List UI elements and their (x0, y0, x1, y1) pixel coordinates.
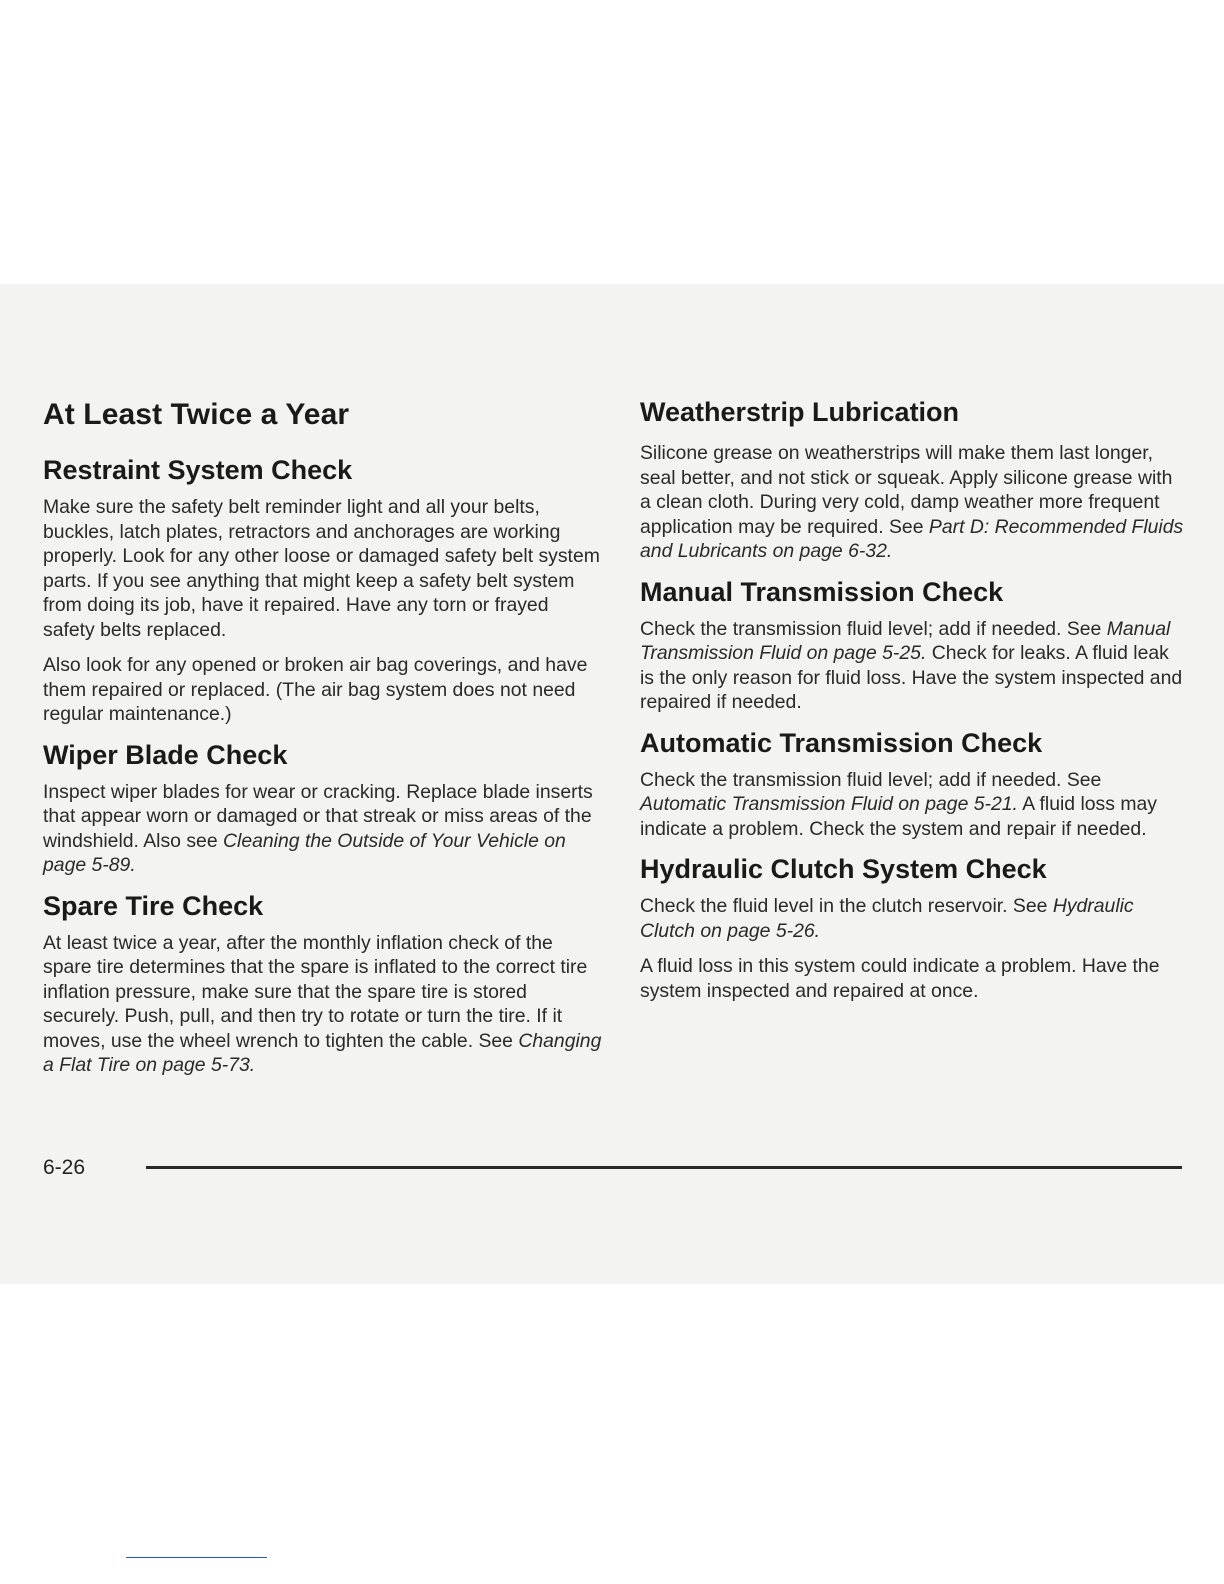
paragraph: At least twice a year, after the monthly inflation check of the spare tire determines that the spare is inflated to the correct tire inflation pressure, make sure that the spare tire is stored securely. Push, pull, and then try to rotate or turn the tire. If it moves, use the wheel wrench to tighten the cable. See Changing a Flat Tire on page 5-73. (43, 931, 602, 1076)
section-restraint-system-check (43, 453, 603, 727)
section-title: Manual Transmission Check (640, 576, 1004, 607)
cross-reference: Changing a Flat Tire on page 5-73. (43, 1029, 602, 1076)
footer-divider (146, 1166, 1182, 1169)
paragraph: Silicone grease on weatherstrips will make them last longer, seal better, and not stick or squeak. Apply silicone grease with a clean cloth. During very cold, damp weather more frequent application may be required. See Part D: Recommended Fluids and Lubricants on page 6-32. (640, 442, 1184, 562)
section-title: Weatherstrip Lubrication (640, 397, 960, 427)
paragraph: Check the fluid level in the clutch reservoir. See Hydraulic Clutch on page 5-26. (640, 895, 1134, 942)
cross-reference: Hydraulic Clutch on page 5-26. (640, 895, 1134, 942)
right-column (640, 395, 1185, 1014)
section-title: Automatic Transmission Check (640, 727, 1043, 758)
paragraph: Check the transmission fluid level; add if needed. See Manual Transmission Fluid on page 5-25. Check for leaks. A fluid leak is the only reason for fluid loss. Have the system inspected and repaired if needed. (640, 617, 1183, 713)
section-title: Wiper Blade Check (43, 739, 288, 770)
section-wiper-blade-check (43, 738, 603, 878)
cross-reference: Cleaning the Outside of Your Vehicle on page 5-89. (43, 829, 566, 876)
bottom-link-underline[interactable] (126, 1557, 267, 1558)
paragraph: A fluid loss in this system could indicate a problem. Have the system inspected and repaired at once. (640, 955, 1160, 1002)
section-automatic-transmission-check (640, 726, 1185, 842)
cross-reference: Manual Transmission Fluid on page 5-25. (640, 617, 1171, 664)
section-spare-tire-check (43, 889, 603, 1078)
paragraph: Check the transmission fluid level; add if needed. See Automatic Transmission Fluid on page 5-21. A fluid loss may indicate a problem. Check the system and repair if needed. (640, 768, 1157, 840)
cross-reference: Part D: Recommended Fluids and Lubricants on page 6-32. (640, 515, 1184, 562)
left-column (43, 395, 603, 1089)
paragraph: Inspect wiper blades for wear or cracking. Replace blade inserts that appear worn or damaged or that streak or miss areas of the windshield. Also see Cleaning the Outside of Your Vehicle on page 5-89. (43, 780, 593, 876)
section-title: Restraint System Check (43, 455, 353, 485)
page-number: 6-26 (43, 1156, 86, 1179)
cross-reference: Automatic Transmission Fluid on page 5-21. (640, 793, 1018, 815)
paragraph: Also look for any opened or broken air bag coverings, and have them repaired or replaced. (The air bag system does not need regular maintenance.) (43, 654, 588, 725)
section-manual-transmission-check (640, 575, 1185, 715)
paragraph: Make sure the safety belt reminder light and all your belts, buckles, latch plates, retractors and anchorages are working properly. Look for any other loose or damaged safety belt system parts. If you see anything that might keep a safety belt system from doing its job, have it repaired. Have any torn or frayed safety belts replaced. (43, 496, 600, 641)
section-hydraulic-clutch-system-check (640, 852, 1185, 1003)
section-title: Hydraulic Clutch System Check (640, 854, 1047, 884)
section-title: Spare Tire Check (43, 890, 264, 921)
section-weatherstrip-lubrication (640, 395, 1185, 564)
page-heading: At Least Twice a Year (43, 398, 350, 431)
